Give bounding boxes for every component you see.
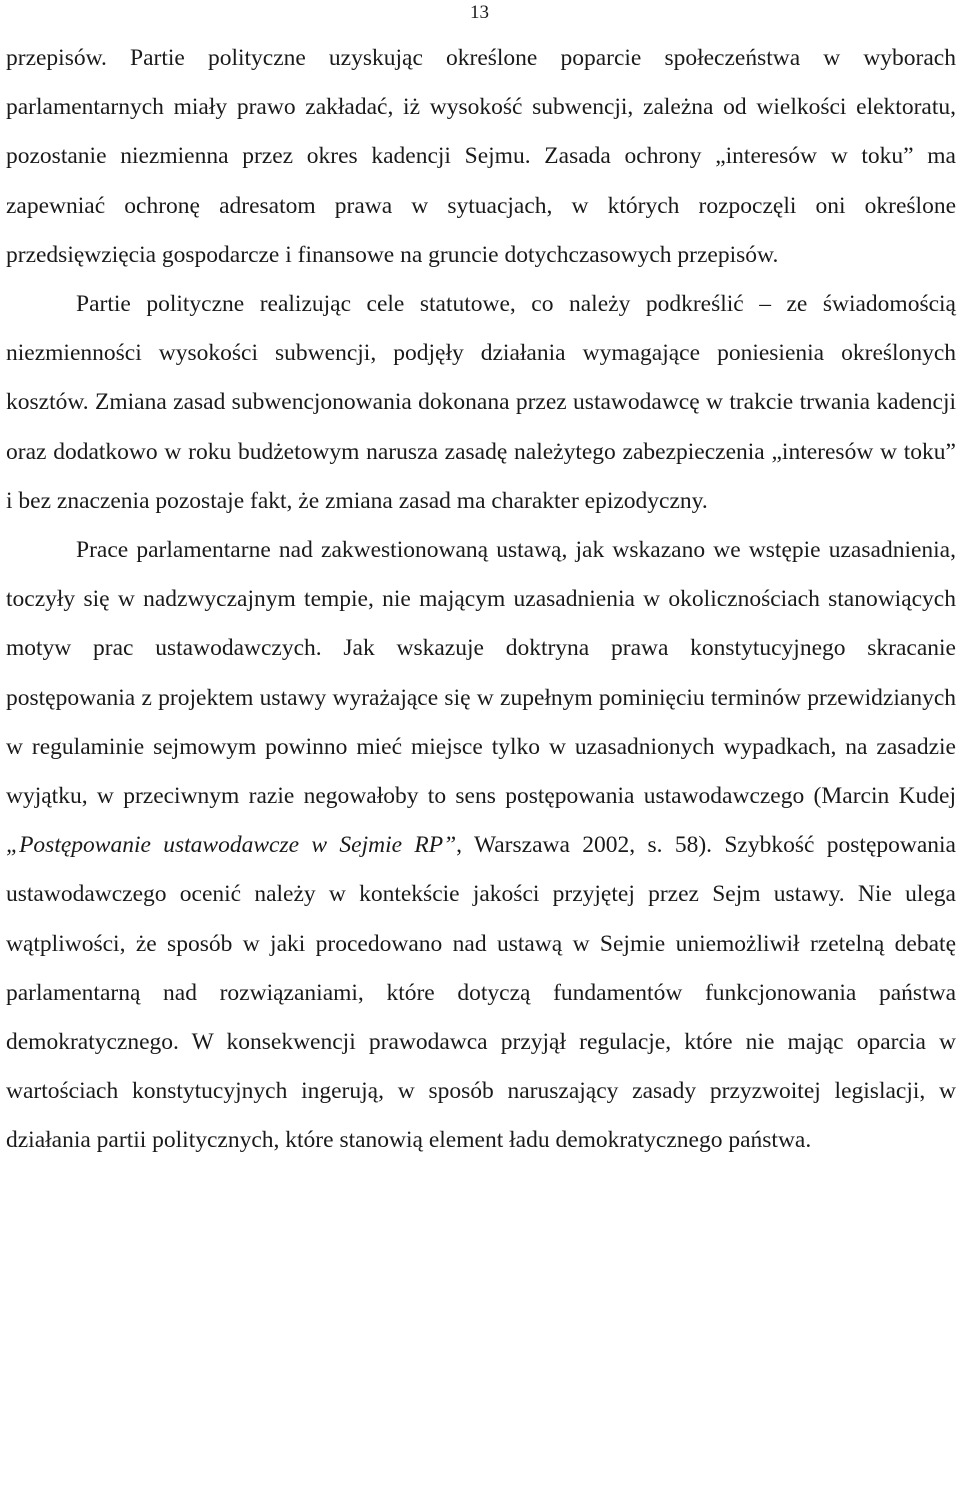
paragraph-text-before-citation: Prace parlamentarne nad zakwestionowaną ustawą, jak wskazano we wstępie uzasadnienia, toczyły się w nadzwyczajnym tempie, nie mającym uzasadnienia w okolicznościach stanowiących motyw prac ustawodawczych. Jak wskazuje doktryna prawa konstytucyjnego skracanie postępowania z projektem ustawy wyrażające się w zupełnym pominięciu terminów przewidzianych w regulaminie sejmowym powinno mieć miejsce tylko w uzasadnionych wypadkach, na zasadzie wyjątku, w przeciwnym razie negowałoby to sens postępowania ustawodawczego (Marcin Kudej [6,537,956,810]
page-number: 13 [470,2,489,23]
paragraph-continuation: przepisów. Partie polityczne uzyskując określone poparcie społeczeństwa w wyborach parlamentarnych miały prawo zakładać, iż wysokość subwencji, zależna od wielkości elektoratu, pozostanie niezmienna przez okres kadencji Sejmu. Zasada ochrony „interesów w toku” ma zapewniać ochronę adresatom prawa w sytuacjach, w których rozpoczęli oni określone przedsięwzięcia gospodarcze i finansowe na gruncie dotychczasowych przepisów. [6,45,956,268]
citation-title: „Postępowanie ustawodawcze w Sejmie RP” [6,832,457,859]
paragraph-text-after-citation: , Warszawa 2002, s. 58). Szybkość postępowania ustawodawczego ocenić należy w kontekście jakości przyjętej przez Sejm ustawy. Nie ulega wątpliwości, że sposób w jaki procedowano nad ustawą w Sejmie uniemożliwił rzetelną debatę parlamentarną nad rozwiązaniami, które dotyczą fundamentów funkcjonowania państwa demokratycznego. W konsekwencji prawodawca przyjął regulacje, które nie mając oparcia w wartościach konstytucyjnych ingerują, w sposób naruszający zasady przyzwoitej legislacji, w działania partii politycznych, które stanowią element ładu demokratycznego państwa. [6,832,956,1154]
paragraph-party-activities: Partie polityczne realizując cele statutowe, co należy podkreślić – ze świadomością niezmienności wysokości subwencji, podjęły działania wymagające poniesienia określonych kosztów. Zmiana zasad subwencjonowania dokonana przez ustawodawcę w trakcie trwania kadencji oraz dodatkowo w roku budżetowym narusza zasadę należytego zabezpieczenia „interesów w toku” i bez znaczenia pozostaje fakt, że zmiana zasad ma charakter epizodyczny. [6,291,956,514]
paragraph-parliamentary-work [6,526,956,1166]
document-body [6,34,956,1166]
